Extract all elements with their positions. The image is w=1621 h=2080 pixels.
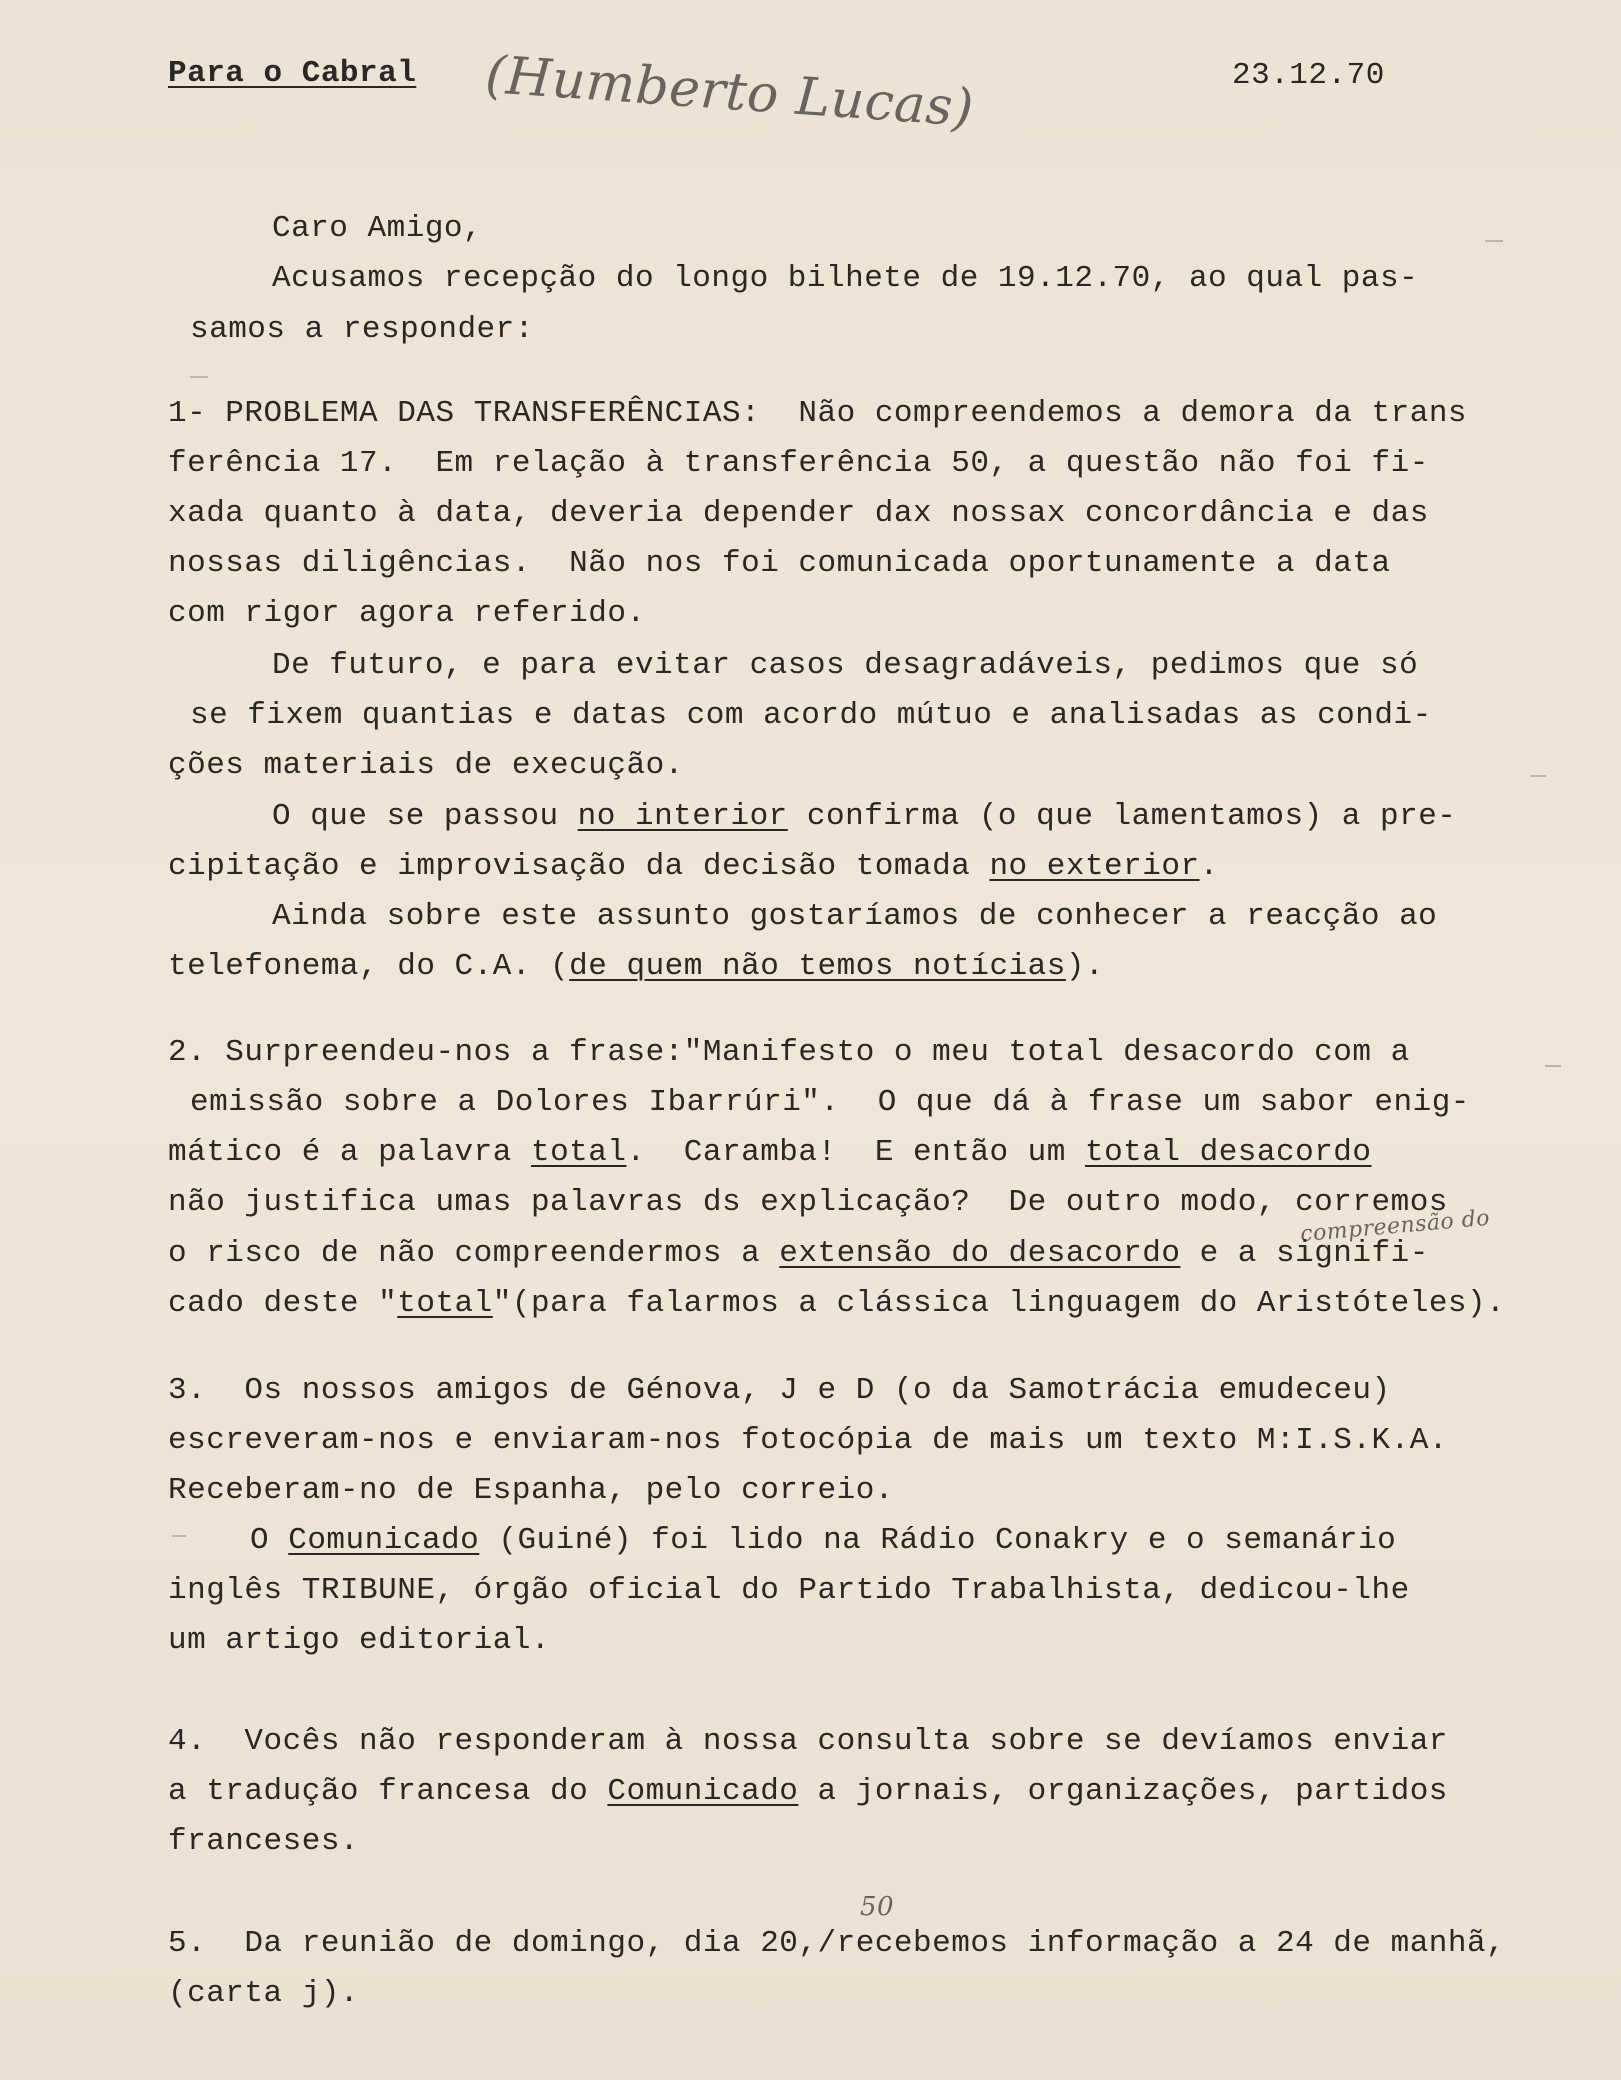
stray-mark (1485, 240, 1503, 242)
section-1-line: De futuro, e para evitar casos desagradáveis, pedimos que só (272, 648, 1419, 683)
salutation: Caro Amigo, (272, 211, 483, 246)
addressee: Para o Cabral (168, 56, 417, 91)
section-1-line: xada quanto à data, deveria depender dax nossax concordância e das (168, 496, 1429, 531)
stray-mark (1530, 775, 1546, 777)
section-5-line: (carta j). (168, 1976, 360, 2011)
section-2-line: não justifica umas palavras ds explicação? De outro modo, corremos (168, 1185, 1448, 1220)
section-1-line: nossas diligências. Não nos foi comunicada oportunamente a data (168, 546, 1391, 581)
underlined-phrase: Comunicado (607, 1774, 799, 1809)
section-1-heading: 1- PROBLEMA DAS TRANSFERÊNCIAS: (168, 396, 761, 431)
underlined-phrase: de quem não temos notícias (569, 949, 1066, 984)
section-2-line: cado deste "total"(para falarmos a clássica linguagem do Aristóteles). (168, 1286, 1506, 1321)
underlined-phrase: total desacordo (1084, 1135, 1372, 1170)
section-3-line: 3. Os nossos amigos de Génova, J e D (o da Samotrácia emudeceu) (168, 1373, 1391, 1408)
section-3-line: um artigo editorial. (168, 1623, 551, 1658)
section-1-line: ferência 17. Em relação à transferência 50, a questão não foi fi- (168, 446, 1429, 481)
handwritten-name-note: (Humberto Lucas) (483, 45, 976, 139)
section-1-line: 1- PROBLEMA DAS TRANSFERÊNCIAS: Não compreendemos a demora da trans (168, 396, 1468, 431)
letter-date: 23.12.70 (1232, 58, 1385, 93)
section-2-line: mático é a palavra total. Caramba! E então um total desacordo (168, 1135, 1372, 1170)
stray-mark (190, 376, 208, 378)
section-1-line: cipitação e improvisação da decisão tomada no exterior. (168, 849, 1219, 884)
stray-mark (1545, 1065, 1561, 1067)
intro-line: samos a responder: (190, 312, 534, 347)
section-2-line: emissão sobre a Dolores Ibarrúri". O que dá à frase um sabor enig- (190, 1085, 1470, 1120)
handwritten-insertion: 50 (860, 1892, 895, 1922)
section-3-line: Receberam-no de Espanha, pelo correio. (168, 1473, 894, 1508)
underlined-phrase: total (530, 1135, 627, 1170)
underlined-phrase: extensão do desacordo (779, 1236, 1181, 1271)
section-3-line: O Comunicado (Guiné) foi lido na Rádio Conakry e o semanário (250, 1523, 1397, 1558)
intro-line: Acusamos recepção do longo bilhete de 19.12.70, ao qual pas- (272, 261, 1419, 296)
underlined-phrase: no exterior (989, 849, 1200, 884)
section-4-line: franceses. (168, 1824, 360, 1859)
section-1-line: se fixem quantias e datas com acordo mútuo e analisadas as condi- (190, 698, 1432, 733)
section-2-line: o risco de não compreendermos a extensão do desacordo e a signifi- (168, 1236, 1429, 1271)
section-1-line: com rigor agora referido. (168, 596, 646, 631)
section-2-line: 2. Surpreendeu-nos a frase:"Manifesto o meu total desacordo com a (168, 1035, 1410, 1070)
underlined-phrase: no interior (577, 799, 788, 834)
section-4-line: a tradução francesa do Comunicado a jornais, organizações, partidos (168, 1774, 1448, 1809)
section-3-line: escreveram-nos e enviaram-nos fotocópia de mais um texto M:I.S.K.A. (168, 1423, 1448, 1458)
section-1-line: ções materiais de execução. (168, 748, 684, 783)
section-1-line: O que se passou no interior confirma (o que lamentamos) a pre- (272, 799, 1457, 834)
section-5-line: 5. Da reunião de domingo, dia 20,/recebemos informação a 24 de manhã, (168, 1926, 1506, 1961)
underlined-phrase: total (397, 1286, 493, 1321)
handwritten-correction: compreensão do (1299, 1205, 1491, 1248)
section-3-line: inglês TRIBUNE, órgão oficial do Partido Trabalhista, dedicou-lhe (168, 1573, 1410, 1608)
section-1-line: Ainda sobre este assunto gostaríamos de conhecer a reacção ao (272, 899, 1438, 934)
stray-mark (172, 1535, 186, 1537)
underlined-phrase: Comunicado (288, 1523, 480, 1558)
section-1-line: telefonema, do C.A. (de quem não temos notícias). (168, 949, 1105, 984)
section-4-line: 4. Vocês não responderam à nossa consulta sobre se devíamos enviar (168, 1724, 1448, 1759)
